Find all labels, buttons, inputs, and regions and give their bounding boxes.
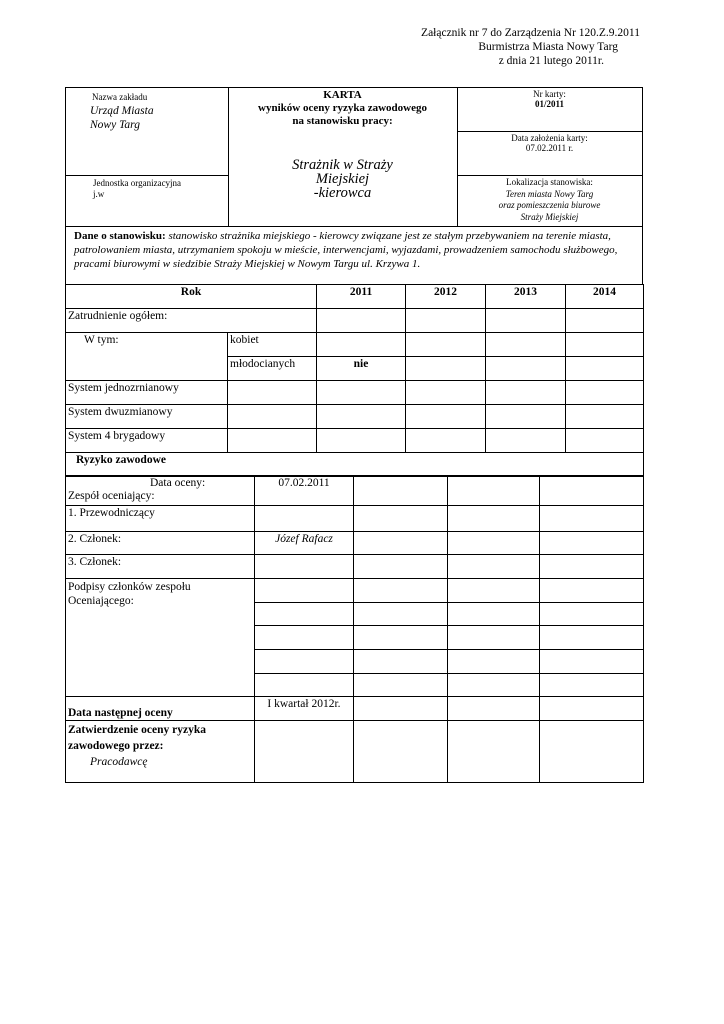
system-3-label: System 4 brygadowy <box>66 429 228 453</box>
header-line-1: Załącznik nr 7 do Zarządzenia Nr 120.Z.9.2011 <box>421 27 640 39</box>
podpisy-label: Podpisy członków zespołu Oceniającego: <box>66 579 255 697</box>
data-oceny-cell: Data oceny: Zespół oceniający: <box>66 476 255 506</box>
w-tym-label: W tym: <box>66 333 228 381</box>
year-2013: 2013 <box>486 285 566 309</box>
ryzyko-header: Ryzyko zawodowe <box>66 453 644 477</box>
year-2014: 2014 <box>566 285 644 309</box>
mlodocianych-2011: nie <box>317 357 406 381</box>
data-oceny-value: 07.02.2011 <box>255 476 354 506</box>
assessment-table <box>65 475 644 783</box>
przewodniczacy-label: 1. Przewodniczący <box>66 506 255 532</box>
divider <box>457 131 642 132</box>
dane-o-stanowisku: Dane o stanowisku: stanowisko strażnika miejskiego - kierowcy związane jest ze stałym przebywaniem na terenie miasta, patrolowaniem miasta, utrzymaniem spokoju w mieście, interwencjami, wyjazdami, prowadzeniem samochodu służbowego, pracami biurowymi w siedzibie Straży Miejskiej w Nowym Targu ul. Krzywa 1. <box>65 226 643 285</box>
position-name: Strażnik w Straży Miejskiej -kierowca <box>292 157 393 201</box>
jednostka-value: j.w <box>93 189 105 199</box>
czlonek-3-label: 3. Członek: <box>66 555 255 579</box>
czlonek-2-value: Józef Rafacz <box>255 532 354 555</box>
mlodocianych-label: młodocianych <box>228 357 317 381</box>
lokalizacja: Lokalizacja stanowiska: Teren miasta Nowy Targ oraz pomieszczenia biurowe Straży Miejskiej <box>498 177 601 222</box>
zatrudnienie-label: Zatrudnienie ogółem: <box>66 309 317 333</box>
header-line-3: z dnia 21 lutego 2011r. <box>498 55 604 67</box>
jednostka-label: Jednostka organizacyjna <box>93 178 182 188</box>
zatwierdzenie-cell: Zatwierdzenie oceny ryzyka zawodowego przez: Pracodawcę <box>66 721 255 783</box>
nazwa-zakladu-label: Nazwa zakładu <box>92 92 148 102</box>
data-zalozenia: Data założenia karty: 07.02.2011 r. <box>511 133 588 153</box>
divider <box>457 175 642 176</box>
nazwa-zakladu-value: Urząd Miasta Nowy Targ <box>90 105 154 131</box>
rok-header: Rok <box>66 285 317 309</box>
employment-table <box>65 284 644 477</box>
nr-karty: Nr karty: 01/2011 <box>533 89 566 109</box>
system-2-label: System dwuzmianowy <box>66 405 228 429</box>
nastepna-ocena-label: Data następnej oceny <box>66 697 255 721</box>
system-1-label: System jednozrnianowy <box>66 381 228 405</box>
year-2011: 2011 <box>317 285 406 309</box>
header-line-2: Burmistrza Miasta Nowy Targ <box>478 41 618 53</box>
kobiet-label: kobiet <box>228 333 317 357</box>
divider <box>66 175 228 176</box>
year-2012: 2012 <box>406 285 486 309</box>
czlonek-2-label: 2. Członek: <box>66 532 255 555</box>
nastepna-ocena-value: I kwartał 2012r. <box>255 697 354 721</box>
document-header <box>421 26 640 68</box>
card-title: KARTA wyników oceny ryzyka zawodowego na stanowisku pracy: <box>258 89 427 127</box>
card-header-box <box>65 87 643 227</box>
